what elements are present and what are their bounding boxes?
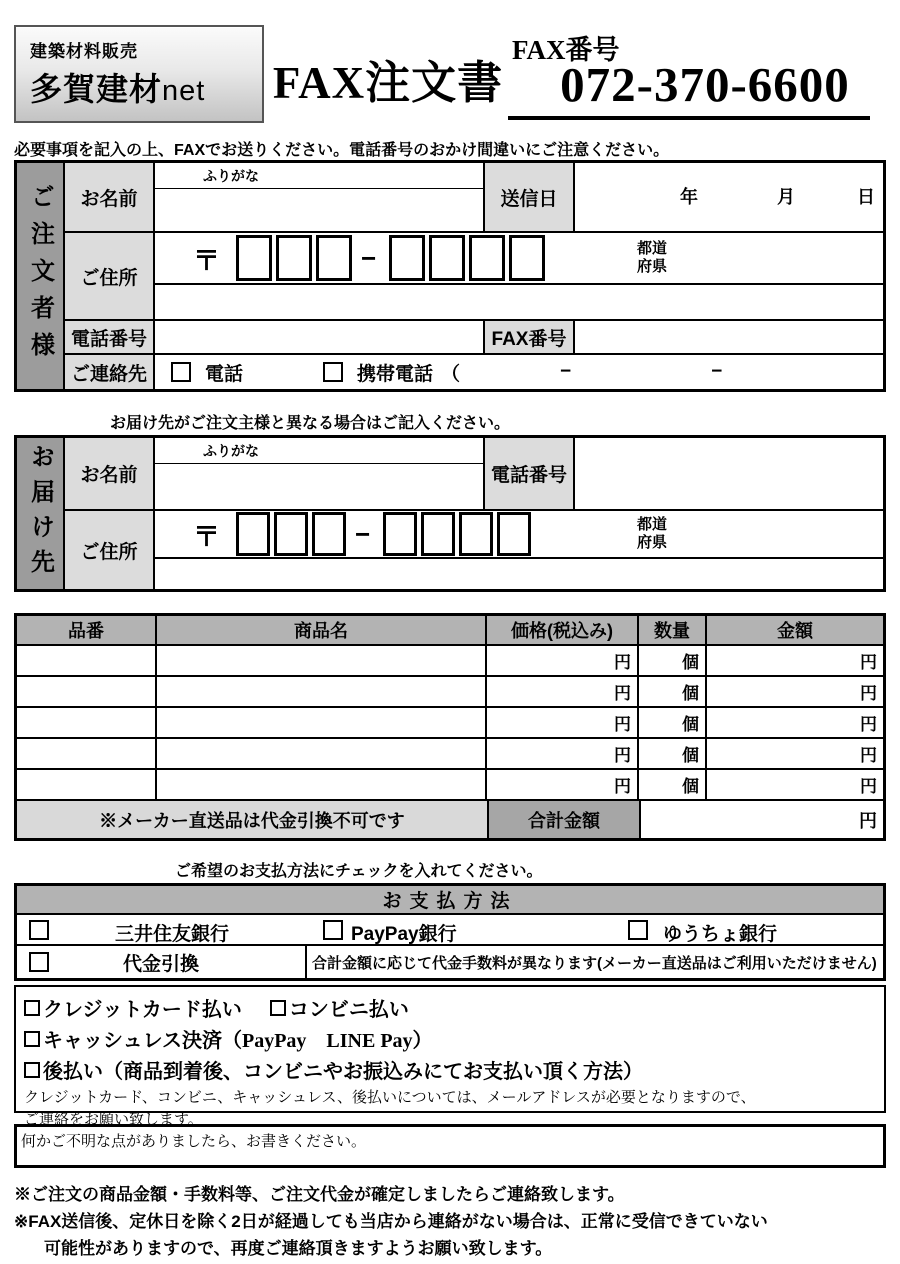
item-code-input[interactable] (17, 708, 157, 737)
prefecture-hint: 都道 府県 (636, 516, 667, 551)
postal-digit-box[interactable] (383, 512, 417, 556)
postal-digit-box[interactable] (276, 235, 312, 281)
other-payment-line2 (24, 1023, 876, 1054)
postal-digit-box[interactable] (236, 512, 270, 556)
postal-digit-box[interactable] (312, 512, 346, 556)
contact-phone-option: 電話 (205, 363, 244, 385)
item-name-input[interactable] (157, 739, 487, 768)
orderer-name-label: お名前 (65, 163, 155, 231)
item-amount-input[interactable]: 円 (860, 746, 877, 765)
col-item-name: 商品名 (157, 616, 487, 644)
col-price: 価格(税込み) (487, 616, 639, 644)
payment-method-table (14, 883, 886, 981)
postal-digit-box[interactable] (469, 235, 505, 281)
cod-fee-note: 合計金額に応じて代金手数料が異なります(メーカー直送品はご利用いただけません) (312, 954, 877, 972)
cashless-checkbox[interactable] (24, 1031, 40, 1047)
footnote-1: ※ご注文の商品金額・手数料等、ご注文代金が確定しましたらご連絡致します。 (14, 1185, 625, 1204)
bank-yucho-label: ゆうちょ銀行 (663, 924, 778, 945)
item-name-input[interactable] (157, 770, 487, 799)
orderer-postal-row (155, 233, 883, 285)
item-price-input[interactable]: 円 (487, 770, 639, 799)
orderer-contact-label: ご連絡先 (65, 355, 155, 389)
postal-mark: 〒 (193, 521, 220, 552)
item-name-input[interactable] (157, 677, 487, 706)
delivery-phone-input[interactable] (575, 438, 883, 509)
postal-digit-box[interactable] (459, 512, 493, 556)
item-row (17, 646, 883, 677)
delivery-name-input[interactable] (155, 464, 483, 509)
orderer-postal-group2 (385, 235, 545, 281)
items-footer-row (17, 801, 883, 838)
item-code-input[interactable] (17, 739, 157, 768)
date-month-unit: 月 (777, 187, 795, 207)
orderer-postal-group1 (232, 235, 352, 281)
bank-paypay-checkbox[interactable] (323, 920, 343, 940)
item-code-input[interactable] (17, 646, 157, 675)
date-day-unit: 日 (857, 187, 875, 207)
delivery-postal-group2 (379, 512, 531, 556)
deferred-checkbox[interactable] (24, 1062, 40, 1078)
delivery-address-input[interactable] (155, 559, 883, 589)
cod-checkbox[interactable] (29, 952, 49, 972)
item-qty-input[interactable]: 個 (639, 739, 707, 768)
orderer-name-row (65, 163, 883, 233)
postal-separator: − (355, 518, 371, 549)
postal-digit-box[interactable] (421, 512, 455, 556)
postal-digit-box[interactable] (509, 235, 545, 281)
payment-caption: ご希望のお支払方法にチェックを入れてください。 (175, 863, 543, 880)
orderer-contact-row (65, 355, 883, 389)
inquiry-box[interactable] (14, 1124, 886, 1168)
fax-number-label: FAX番号 (512, 35, 620, 65)
delivery-address-row (65, 511, 883, 589)
inquiry-prompt: 何かご不明な点がありましたら、お書きください。 (21, 1134, 367, 1150)
item-amount-input[interactable]: 円 (860, 777, 877, 796)
delivery-table (14, 435, 886, 592)
delivery-postal-row (155, 511, 883, 559)
bank-paypay-label: PayPay銀行 (351, 924, 457, 945)
footnote-3: 可能性がありますので、再度ご連絡頂きますようお願い致します。 (44, 1239, 553, 1258)
orderer-fax-input[interactable] (575, 321, 883, 353)
postal-digit-box[interactable] (274, 512, 308, 556)
bank-yucho-checkbox[interactable] (628, 920, 648, 940)
bank-smbc-label: 三井住友銀行 (115, 924, 230, 945)
contact-open-paren: （ (441, 363, 461, 385)
delivery-section-label: お届け先 (26, 443, 54, 584)
orderer-address-input[interactable] (155, 285, 883, 319)
logo-suffix: net (162, 75, 206, 107)
total-amount-label: 合計金額 (489, 801, 641, 838)
postal-mark: 〒 (193, 245, 220, 276)
cod-label: 代金引換 (122, 953, 199, 975)
date-year-unit: 年 (680, 187, 698, 207)
orderer-table (14, 160, 886, 392)
convenience-option: コンビニ払い (270, 993, 409, 1022)
item-row (17, 708, 883, 739)
item-row (17, 677, 883, 708)
item-name-input[interactable] (157, 646, 487, 675)
item-code-input[interactable] (17, 677, 157, 706)
orderer-fax-label: FAX番号 (485, 321, 575, 353)
contact-mobile-checkbox[interactable] (323, 362, 343, 382)
item-amount-input[interactable]: 円 (860, 653, 877, 672)
item-qty-input[interactable]: 個 (639, 708, 707, 737)
item-row (17, 739, 883, 770)
item-qty-input[interactable]: 個 (639, 770, 707, 799)
postal-digit-box[interactable] (429, 235, 465, 281)
cashless-option: キャッシュレス決済（PayPay LINE Pay） (24, 1024, 433, 1053)
col-quantity: 数量 (639, 616, 707, 644)
prefecture-hint: 都道 府県 (636, 240, 667, 275)
contact-mobile-option: 携帯電話 (357, 363, 434, 385)
other-payment-box (14, 985, 886, 1128)
fax-number-value: 072-370-6600 (560, 57, 850, 112)
item-qty-input[interactable]: 個 (639, 646, 707, 675)
email-required-note: クレジットカード、コンビニ、キャッシュレス、後払いについては、メールアドレスが必要となりますので、 ご連絡をお願い致します。 (24, 1090, 756, 1128)
order-items-table (14, 613, 886, 841)
logo-company-name: 多賀建材net (30, 71, 206, 107)
payment-cod-row (17, 946, 883, 978)
item-code-input[interactable] (17, 770, 157, 799)
delivery-postal-group1 (232, 512, 346, 556)
fax-number-underline (508, 116, 870, 120)
orderer-phone-label: 電話番号 (65, 321, 155, 353)
item-qty-input[interactable]: 個 (639, 677, 707, 706)
postal-digit-box[interactable] (389, 235, 425, 281)
contact-dash1: − (560, 361, 572, 382)
item-price-input[interactable]: 円 (487, 677, 639, 706)
postal-digit-box[interactable] (236, 235, 272, 281)
footnote-2: ※FAX送信後、定休日を除く2日が経過しても当店から連絡がない場合は、正常に受信できていない (14, 1212, 768, 1231)
send-date-input[interactable] (575, 163, 883, 231)
delivery-caption: お届け先がご注文主様と異なる場合はご記入ください。 (110, 415, 511, 432)
col-item-code: 品番 (17, 616, 157, 644)
deferred-option: 後払い（商品到着後、コンビニやお振込みにてお支払い頂く方法） (24, 1055, 643, 1084)
convenience-checkbox[interactable] (270, 1000, 286, 1016)
orderer-name-input[interactable] (155, 189, 483, 231)
item-amount-input[interactable]: 円 (860, 684, 877, 703)
delivery-furigana-label: ふりがな (155, 438, 483, 464)
orderer-phone-input[interactable] (155, 321, 485, 353)
orderer-section-strip (17, 163, 65, 389)
postal-separator: − (361, 242, 377, 273)
contact-dash2: − (711, 361, 723, 382)
item-price-input[interactable]: 円 (487, 646, 639, 675)
item-amount-input[interactable]: 円 (860, 715, 877, 734)
payment-header: お支払方法 (17, 886, 883, 915)
col-amount: 金額 (777, 621, 813, 641)
delivery-name-label: お名前 (65, 438, 155, 509)
orderer-section-label: ご注文者様 (26, 183, 54, 369)
page-title: FAX注文書 (272, 58, 504, 108)
other-payment-line3 (24, 1054, 876, 1085)
orderer-address-label: ご住所 (65, 233, 155, 319)
delivery-name-row (65, 438, 883, 511)
cod-cell (17, 946, 307, 978)
delivery-address-label: ご住所 (65, 511, 155, 589)
item-row (17, 770, 883, 801)
payment-bank-row (17, 915, 883, 946)
direct-shipping-note: ※メーカー直送品は代金引換不可です (17, 801, 489, 838)
orderer-furigana-label: ふりがな (155, 163, 483, 189)
delivery-section-strip (17, 438, 65, 589)
contact-phone-checkbox[interactable] (171, 362, 191, 382)
item-name-input[interactable] (157, 708, 487, 737)
postal-digit-box[interactable] (497, 512, 531, 556)
other-payment-line1 (24, 992, 876, 1023)
credit-card-checkbox[interactable] (24, 1000, 40, 1016)
orderer-address-row (65, 233, 883, 321)
delivery-phone-label: 電話番号 (485, 438, 575, 509)
logo-tagline: 建築材料販売 (30, 42, 138, 61)
item-price-input[interactable]: 円 (487, 708, 639, 737)
orderer-phone-row (65, 321, 883, 355)
credit-card-option: クレジットカード払い (24, 993, 242, 1022)
total-amount-input[interactable]: 円 (859, 810, 877, 831)
send-date-label: 送信日 (485, 163, 575, 231)
company-logo (14, 25, 264, 123)
bank-smbc-checkbox[interactable] (29, 920, 49, 940)
item-price-input[interactable]: 円 (487, 739, 639, 768)
fill-in-notice: 必要事項を記入の上、FAXでお送りください。電話番号のおかけ間違いにご注意ください。 (14, 142, 670, 159)
items-header-row (17, 616, 883, 646)
postal-digit-box[interactable] (316, 235, 352, 281)
